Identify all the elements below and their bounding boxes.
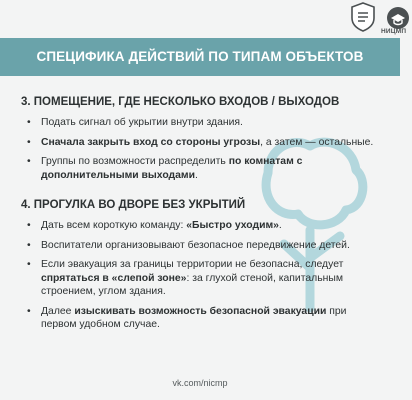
- list-item: [21, 239, 381, 253]
- section-3-title: 3. ПОМЕЩЕНИЕ, ГДЕ НЕСКОЛЬКО ВХОДОВ / ВЫХОДОВ: [21, 96, 340, 108]
- item-text: Воспитатели организовывают безопасное передвижение детей.: [41, 239, 350, 251]
- section-4-title: 4. ПРОГУЛКА ВО ДВОРЕ БЕЗ УКРЫТИЙ: [21, 199, 246, 211]
- item-bold-text: изыскивать возможность безопасной эвакуации: [74, 305, 327, 317]
- shield-emblem-icon: [350, 2, 376, 32]
- bullet-icon: •: [27, 239, 31, 251]
- section-3-list: [21, 116, 381, 182]
- list-item: [21, 155, 381, 182]
- bullet-icon: •: [27, 259, 31, 270]
- bullet-icon: •: [27, 136, 31, 148]
- bullet-icon: •: [27, 220, 31, 231]
- nicmp-logo-text: НИЦМП: [381, 28, 407, 35]
- section-4-list: [21, 219, 381, 332]
- item-text: Далее: [41, 305, 75, 317]
- item-text: при первом удобном случае.: [41, 305, 347, 330]
- item-text: .: [278, 220, 282, 231]
- item-bold-text: по комнатам с дополнительными выходами: [41, 156, 303, 181]
- list-item: [21, 258, 381, 299]
- item-text: Дать всем короткую команду:: [41, 220, 187, 231]
- bullet-icon: •: [27, 305, 31, 317]
- item-text: Группы по возможности распределить: [41, 156, 229, 167]
- item-text: , а затем — остальные.: [260, 136, 374, 148]
- header-banner: [0, 38, 400, 76]
- bullet-icon: •: [27, 117, 31, 128]
- list-item: [21, 116, 381, 130]
- item-text: Если эвакуация за границы территории не безопасна, следует: [41, 259, 344, 270]
- list-item: [21, 219, 381, 233]
- item-text: .: [194, 169, 198, 181]
- main-content: [21, 95, 381, 338]
- footer-link[interactable]: vk.com/nicmp: [172, 378, 228, 388]
- list-item: [21, 136, 381, 150]
- page-title: СПЕЦИФИКА ДЕЙСТВИЙ ПО ТИПАМ ОБЪЕКТОВ: [36, 49, 364, 64]
- item-text: : за глухой стеной, капитальным строением, углом здания.: [41, 272, 343, 297]
- item-bold-text: «Быстро уходим»: [186, 220, 279, 231]
- list-item: [21, 305, 381, 332]
- item-bold-text: Сначала закрыть вход со стороны угрозы: [41, 136, 261, 148]
- bullet-icon: •: [27, 156, 31, 167]
- item-bold-text: спрятаться в «слепой зоне»: [41, 272, 187, 284]
- item-text: Подать сигнал об укрытии внутри здания.: [41, 117, 243, 128]
